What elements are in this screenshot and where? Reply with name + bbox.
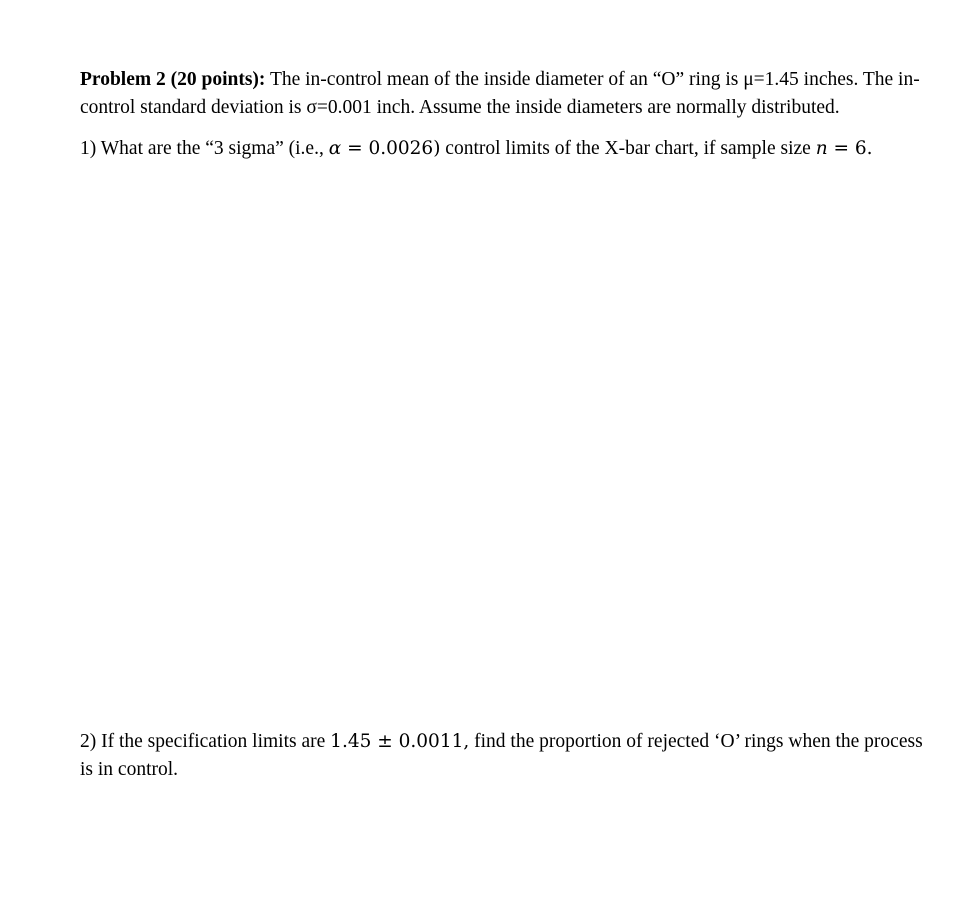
n-symbol: n (815, 138, 828, 159)
problem-content (80, 66, 925, 163)
problem-intro-text: The in-control mean of the inside diameter of an “O” ring is μ=1.45 inches. The in-control standard deviation is σ=0.001 inch. Assume the inside diameters are normally distributed. (80, 69, 920, 118)
question-1 (80, 135, 925, 163)
question-2 (80, 728, 925, 784)
question-1-text-before: 1) What are the “3 sigma” (i.e., (80, 138, 329, 159)
question-2-text-after: find the proportion of rejected ‘O’ rings when the process is in control. (80, 731, 923, 780)
problem-heading: Problem 2 (20 points): (80, 69, 266, 90)
sample-size-expression (816, 138, 873, 159)
alpha-expression (329, 138, 441, 159)
question-1-text-middle: control limits of the X-bar chart, if sample size (440, 138, 816, 159)
n-value: = 6. (827, 138, 873, 159)
alpha-symbol: α (328, 138, 342, 159)
alpha-value: = 0.0026) (341, 138, 441, 159)
spec-limits-expression: 1.45 ± 0.0011, (330, 731, 470, 752)
problem-intro (80, 66, 925, 122)
question-2-text-before: 2) If the specification limits are (80, 731, 331, 752)
question-2-block (80, 728, 925, 784)
